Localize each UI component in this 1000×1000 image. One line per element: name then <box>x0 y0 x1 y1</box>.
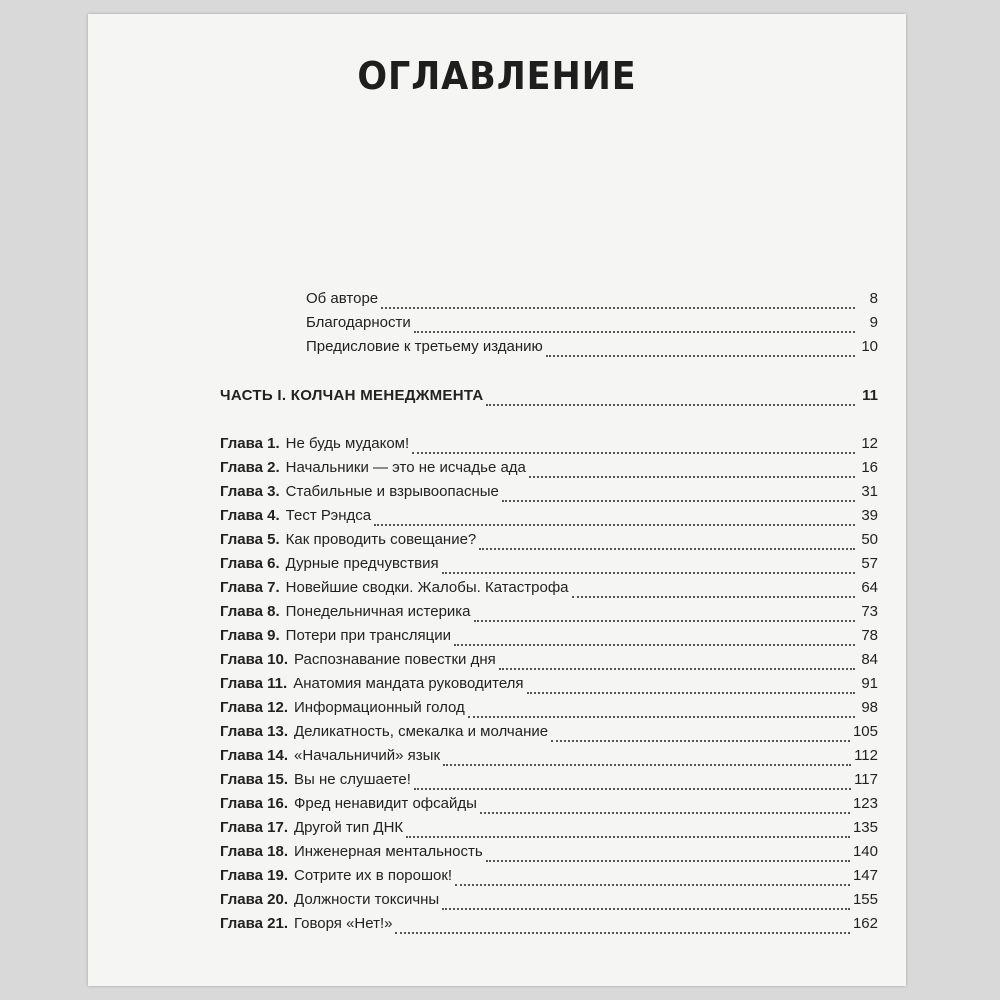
chapter-label: Глава 4. <box>220 507 280 524</box>
toc-entry <box>220 675 878 699</box>
spacer <box>220 411 878 435</box>
chapter-title: Дурные предчувствия <box>285 555 439 572</box>
chapter-label: Глава 2. <box>220 459 280 476</box>
dot-leader <box>454 641 855 646</box>
dot-leader <box>443 761 851 766</box>
entry-title: Об авторе <box>306 290 379 307</box>
page-number: 123 <box>852 795 878 812</box>
page-number: 155 <box>852 891 878 908</box>
toc-entry <box>220 867 878 891</box>
chapter-label: Глава 9. <box>220 627 280 644</box>
contents-list <box>220 387 878 939</box>
page-number: 73 <box>861 603 878 620</box>
page-number: 9 <box>869 314 878 331</box>
page-number: 64 <box>861 579 878 596</box>
page-number: 162 <box>852 915 878 932</box>
dot-leader <box>374 521 855 526</box>
toc-entry <box>220 338 878 362</box>
page-number: 84 <box>861 651 878 668</box>
toc-entry <box>220 891 878 915</box>
chapter-label: Глава 20. <box>220 891 289 908</box>
chapter-label: Глава 11. <box>220 675 288 692</box>
page-number: 50 <box>861 531 878 548</box>
chapter-title: Информационный голод <box>294 699 465 716</box>
dot-leader <box>414 785 851 790</box>
chapter-title: Начальники — это не исчадье ада <box>285 459 526 476</box>
toc-entry <box>220 555 878 579</box>
toc-entry <box>220 507 878 531</box>
chapter-title: Как проводить совещание? <box>285 531 477 548</box>
dot-leader <box>551 737 850 742</box>
chapter-title: Стабильные и взрывоопасные <box>285 483 499 500</box>
chapter-title: Должности токсичны <box>294 891 440 908</box>
chapter-title: Фред ненавидит офсайды <box>294 795 477 812</box>
toc-entry <box>220 483 878 507</box>
toc-entry <box>220 915 878 939</box>
dot-leader <box>414 328 855 333</box>
chapter-title: Новейшие сводки. Жалобы. Катастрофа <box>285 579 569 596</box>
chapter-label: Глава 3. <box>220 483 280 500</box>
chapter-label: Глава 15. <box>220 771 289 788</box>
chapter-label: Глава 10. <box>220 651 289 668</box>
dot-leader <box>455 881 850 886</box>
chapter-title: Анатомия мандата руководителя <box>293 675 524 692</box>
dot-leader <box>468 713 855 718</box>
toc-entry <box>220 699 878 723</box>
dot-leader <box>395 929 849 934</box>
chapter-label: Глава 5. <box>220 531 280 548</box>
dot-leader <box>527 689 855 694</box>
part-title: ЧАСТЬ I. КОЛЧАН МЕНЕДЖМЕНТА <box>220 387 484 404</box>
chapter-title: Инженерная ментальность <box>294 843 483 860</box>
chapter-title: Потери при трансляции <box>285 627 451 644</box>
toc-entry <box>220 723 878 747</box>
chapter-label: Глава 12. <box>220 699 289 716</box>
page-number: 147 <box>852 867 878 884</box>
toc-entry <box>220 531 878 555</box>
toc-entry <box>220 651 878 675</box>
page-number: 39 <box>861 507 878 524</box>
chapter-label: Глава 1. <box>220 435 280 452</box>
chapter-title: Тест Рэндса <box>285 507 372 524</box>
dot-leader <box>381 304 855 309</box>
chapter-title: Деликатность, смекалка и молчание <box>294 723 549 740</box>
page-number: 105 <box>852 723 878 740</box>
dot-leader <box>499 665 855 670</box>
chapter-label: Глава 21. <box>220 915 289 932</box>
part-heading <box>220 387 878 411</box>
page-number: 78 <box>861 627 878 644</box>
dot-leader <box>442 905 850 910</box>
chapter-label: Глава 16. <box>220 795 289 812</box>
toc-entry <box>220 579 878 603</box>
chapter-label: Глава 18. <box>220 843 289 860</box>
chapter-title: Понедельничная истерика <box>285 603 471 620</box>
chapter-label: Глава 6. <box>220 555 280 572</box>
entry-title: Благодарности <box>306 314 411 331</box>
page-number: 12 <box>861 435 878 452</box>
chapter-title: Вы не слушаете! <box>294 771 411 788</box>
dot-leader <box>529 473 855 478</box>
chapter-label: Глава 7. <box>220 579 280 596</box>
dot-leader <box>546 352 855 357</box>
page-number: 140 <box>852 843 878 860</box>
chapter-list <box>220 435 878 939</box>
chapter-label: Глава 13. <box>220 723 289 740</box>
toc-entry <box>220 627 878 651</box>
page-number: 11 <box>862 387 878 404</box>
dot-leader <box>412 449 855 454</box>
chapter-label: Глава 17. <box>220 819 289 836</box>
toc-entry <box>220 819 878 843</box>
dot-leader <box>406 833 850 838</box>
toc-entry <box>220 290 878 314</box>
page-number: 112 <box>854 747 878 764</box>
toc-entry <box>220 603 878 627</box>
toc-entry <box>220 747 878 771</box>
dot-leader <box>479 545 855 550</box>
dot-leader <box>572 593 856 598</box>
dot-leader <box>486 401 855 406</box>
chapter-title: «Начальничий» язык <box>294 747 441 764</box>
page-number: 16 <box>861 459 878 476</box>
toc-entry <box>220 314 878 338</box>
dot-leader <box>502 497 855 502</box>
page-number: 117 <box>854 771 878 788</box>
page-number: 10 <box>861 338 878 355</box>
page-number: 98 <box>861 699 878 716</box>
chapter-title: Говоря «Нет!» <box>294 915 393 932</box>
page-number: 91 <box>861 675 878 692</box>
front-matter-list <box>220 290 878 362</box>
page-number: 57 <box>861 555 878 572</box>
dot-leader <box>486 857 850 862</box>
chapter-label: Глава 8. <box>220 603 280 620</box>
chapter-title: Сотрите их в порошок! <box>294 867 453 884</box>
dot-leader <box>474 617 855 622</box>
dot-leader <box>442 569 855 574</box>
toc-entry <box>220 843 878 867</box>
book-page <box>88 14 906 986</box>
page-title: ОГЛАВЛЕНИЕ <box>357 54 637 98</box>
toc-entry <box>220 435 878 459</box>
toc-entry <box>220 459 878 483</box>
page-number: 8 <box>869 290 878 307</box>
dot-leader <box>480 809 850 814</box>
chapter-label: Глава 19. <box>220 867 289 884</box>
chapter-label: Глава 14. <box>220 747 289 764</box>
chapter-title: Распознавание повестки дня <box>294 651 496 668</box>
chapter-title: Не будь мудаком! <box>285 435 410 452</box>
chapter-title: Другой тип ДНК <box>294 819 404 836</box>
page-number: 31 <box>861 483 878 500</box>
toc-entry <box>220 795 878 819</box>
entry-title: Предисловие к третьему изданию <box>306 338 543 355</box>
toc-entry <box>220 771 878 795</box>
page-number: 135 <box>852 819 878 836</box>
